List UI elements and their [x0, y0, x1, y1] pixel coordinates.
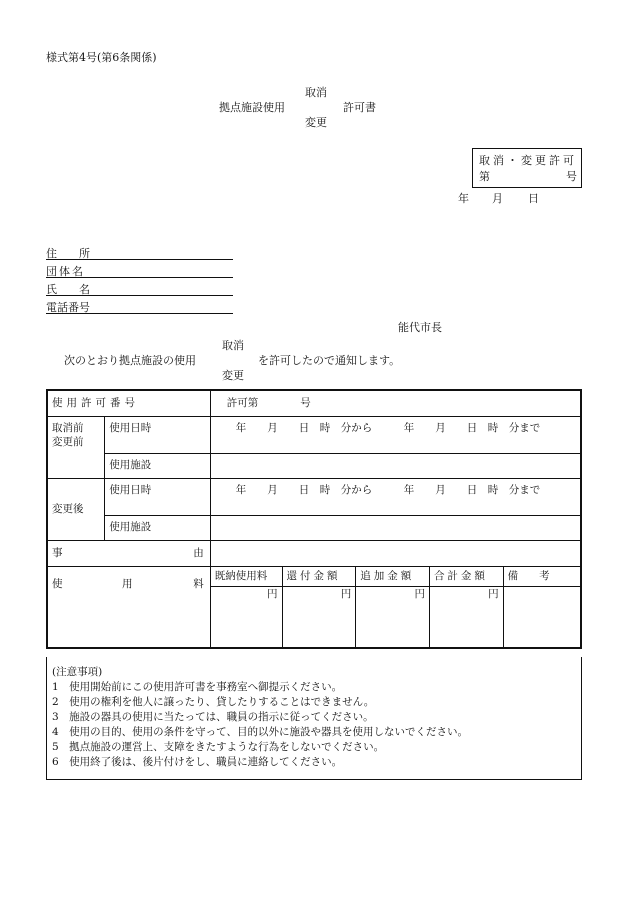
- fee-paid-yen: 円: [210, 586, 282, 648]
- group-line: [46, 277, 233, 278]
- form-number: 様式第4号(第6条関係): [46, 51, 157, 64]
- after-datetime-value: 年 月 日 時 分から 年 月 日 時 分まで: [210, 478, 581, 515]
- reason-value: [210, 540, 581, 566]
- after-label: 変更後: [47, 478, 105, 540]
- before-datetime-row: [47, 416, 581, 453]
- phone-label: 電話番号: [46, 301, 90, 314]
- after-facility-value: [210, 515, 581, 540]
- after-datetime-label: 使用日時: [105, 478, 211, 515]
- fee-col-remarks: 備 考: [503, 566, 581, 586]
- fee-additional-yen: 円: [356, 586, 430, 648]
- before-facility-row: [47, 453, 581, 478]
- date-year: 年: [458, 192, 469, 205]
- title-change: 変更: [305, 116, 327, 129]
- after-facility-label: 使用施設: [105, 515, 211, 540]
- phone-line: [46, 313, 233, 314]
- name-label: 氏 名: [46, 283, 90, 296]
- note-item: 2 使用の権利を他人に譲ったり、貸したりすることはできません。: [52, 696, 375, 708]
- note-item: 1 使用開始前にこの使用許可書を事務室へ御提示ください。: [52, 681, 343, 693]
- issuer: 能代市長: [398, 321, 442, 334]
- title-suffix: 許可書: [343, 101, 376, 114]
- before-label: 取消前 変更前: [47, 416, 105, 478]
- permit-number-value: 許可第 号: [210, 390, 581, 416]
- notice-suffix: を許可したので通知します。: [258, 354, 401, 367]
- fee-label-left: 使: [52, 577, 63, 590]
- notice-cancel: 取消: [222, 339, 244, 352]
- fee-col-total: 合計金額: [429, 566, 503, 586]
- reason-label: [47, 540, 210, 566]
- address-label: 住 所: [46, 247, 90, 260]
- reason-right: 由: [193, 546, 204, 559]
- notice-prefix: 次のとおり拠点施設の使用: [64, 354, 196, 367]
- fee-label: [47, 566, 210, 648]
- fee-total-yen: 円: [429, 586, 503, 648]
- title-main: 拠点施設使用: [219, 101, 285, 114]
- note-item: 4 使用の目的、使用の条件を守って、目的以外に施設や器具を使用しないでください。: [52, 726, 468, 738]
- fee-label-right: 料: [193, 577, 204, 590]
- permit-box-title: 取消・変更許可: [479, 154, 577, 167]
- before-datetime-value: 年 月 日 時 分から 年 月 日 時 分まで: [210, 416, 581, 453]
- permit-box-dai: 第: [479, 170, 490, 183]
- reason-left: 事: [52, 546, 63, 559]
- before-datetime-label: 使用日時: [105, 416, 211, 453]
- fee-header-row: [47, 566, 581, 586]
- permit-table: [46, 389, 582, 649]
- fee-col-paid: 既納使用料: [210, 566, 282, 586]
- name-line: [46, 295, 233, 296]
- before-facility-label: 使用施設: [105, 453, 211, 478]
- fee-refund-yen: 円: [282, 586, 356, 648]
- address-line: [46, 259, 233, 260]
- note-item: 6 使用終了後は、後片付けをし、職員に連絡してください。: [52, 756, 343, 768]
- notice-change: 変更: [222, 369, 244, 382]
- after-datetime-row: [47, 478, 581, 515]
- notes-title: (注意事項): [52, 666, 103, 678]
- fee-col-refund: 還付金額: [282, 566, 356, 586]
- permit-box-go: 号: [566, 170, 577, 183]
- date-month: 月: [492, 192, 503, 205]
- fee-remarks-value: [503, 586, 581, 648]
- note-item: 5 拠点施設の運営上、支障をきたすような行為をしないでください。: [52, 741, 385, 753]
- after-facility-row: [47, 515, 581, 540]
- before-facility-value: [210, 453, 581, 478]
- fee-col-additional: 追加金額: [356, 566, 430, 586]
- notes-box: [46, 657, 582, 780]
- permit-number-box: [472, 148, 582, 188]
- group-label: 団体名: [46, 265, 85, 278]
- date-day: 日: [528, 192, 539, 205]
- permit-number-label: 使用許可番号: [47, 390, 210, 416]
- note-item: 3 施設の器具の使用に当たっては、職員の指示に従ってください。: [52, 711, 374, 723]
- reason-row: [47, 540, 581, 566]
- permit-number-row: [47, 390, 581, 416]
- fee-label-mid: 用: [122, 577, 133, 590]
- title-cancel: 取消: [305, 86, 327, 99]
